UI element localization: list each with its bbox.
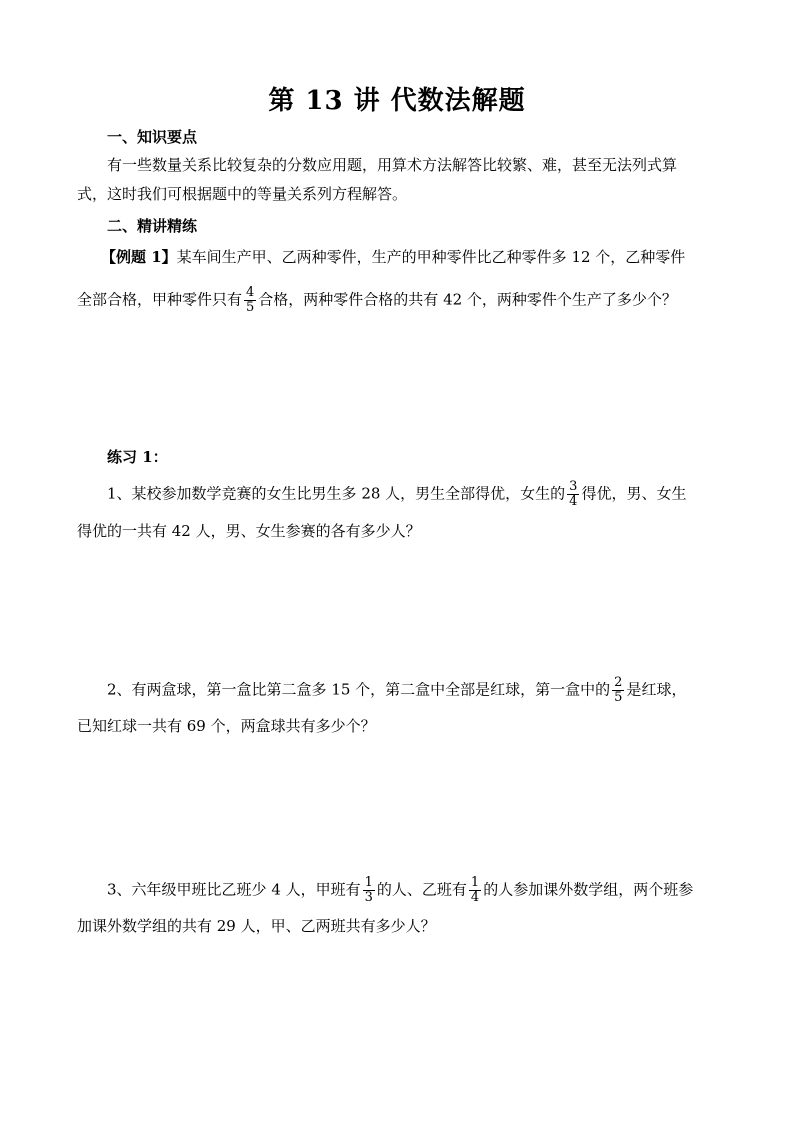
practice-label: 练习 1：	[107, 448, 168, 466]
example-1-text-b: 合格，两种零件合格的共有 42 个，两种零件个生产了多少个？	[258, 290, 677, 309]
example-1-text-a: 全部合格，甲种零件只有	[77, 290, 243, 309]
fraction-numerator: 4	[246, 285, 255, 300]
fraction-four-fifths	[244, 286, 256, 315]
question-3-text-a: 3、六年级甲班比乙班少 4 人，甲班有	[107, 880, 361, 899]
question-3-text-c: 的人参加课外数学组，两个班参	[483, 880, 694, 899]
question-2-line-1	[107, 676, 686, 705]
section-heading-knowledge: 一、知识要点	[107, 128, 198, 146]
fraction-numerator: 1	[470, 875, 480, 890]
question-3-text-b: 的人、乙班有	[376, 880, 467, 899]
knowledge-text-line-1: 有一些数量关系比较复杂的分数应用题，用算术方法解答比较繁、难，甚至无法列式算	[107, 156, 678, 174]
fraction-denominator: 3	[364, 890, 373, 905]
question-3-line-2: 加课外数学组的共有 29 人，甲、乙两班共有多少人？	[77, 917, 436, 935]
fraction-numerator: 2	[614, 675, 623, 690]
fraction-numerator: 3	[569, 479, 578, 494]
fraction-denominator: 5	[614, 690, 623, 705]
knowledge-text-line-2: 式，这时我们可根据题中的等量关系列方程解答。	[77, 185, 408, 203]
question-3-line-1	[107, 876, 693, 905]
fraction-denominator: 5	[246, 300, 255, 315]
example-1-label: 【例题 1】	[101, 248, 177, 266]
fraction-one-third	[363, 876, 375, 905]
example-1-line-2	[77, 286, 677, 315]
fraction-three-quarters	[567, 480, 579, 509]
question-1-text-a: 1、某校参加数学竞赛的女生比男生多 28 人，男生全部得优，女生的	[107, 484, 566, 503]
fraction-numerator: 1	[364, 875, 373, 890]
page-title: 第 13 讲 代数法解题	[268, 86, 526, 116]
fraction-denominator: 4	[569, 494, 578, 509]
question-2-line-2: 已知红球一共有 69 个，两盒球共有多少个？	[77, 717, 376, 735]
fraction-denominator: 4	[470, 890, 480, 905]
question-1-line-2: 得优的一共有 42 人，男、女生参赛的各有多少人？	[77, 522, 421, 540]
example-1-text: 某车间生产甲、乙两种零件，生产的甲种零件比乙种零件多 12 个，乙种零件	[176, 248, 686, 266]
section-heading-practice: 二、精讲精练	[107, 217, 198, 235]
question-2-text-b: 是红球，	[626, 680, 687, 699]
question-1-line-1	[107, 480, 686, 509]
fraction-two-fifths	[612, 676, 624, 705]
question-2-text-a: 2、有两盒球，第一盒比第二盒多 15 个，第二盒中全部是红球，第一盒中的	[107, 680, 611, 699]
fraction-one-quarter	[469, 876, 481, 905]
question-1-text-b: 得优，男、女生	[581, 484, 687, 503]
example-1-line-1	[101, 247, 685, 267]
